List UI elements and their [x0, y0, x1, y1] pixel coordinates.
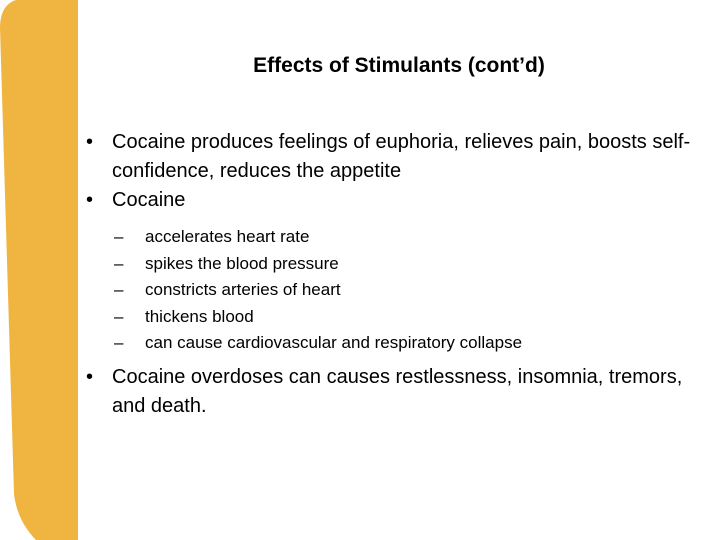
- bullet-text: Cocaine: [112, 189, 186, 211]
- bullet-list: [86, 128, 711, 421]
- sub-bullet-text: can cause cardiovascular and respiratory collapse: [145, 333, 523, 352]
- sub-bullet-text: thickens blood: [145, 306, 254, 326]
- slide-title: Effects of Stimulants (cont’d): [253, 54, 545, 77]
- dash-icon: –: [114, 227, 124, 246]
- bullet-text: Cocaine overdoses can causes restlessness, insomnia, tremors, and death.: [112, 365, 683, 417]
- bullet-icon: •: [86, 365, 94, 388]
- dash-icon: –: [114, 306, 124, 326]
- sub-bullet-text: spikes the blood pressure: [145, 253, 339, 273]
- bullet-icon: •: [86, 131, 94, 153]
- dash-icon: –: [114, 280, 124, 299]
- sub-bullet-text: accelerates heart rate: [145, 227, 310, 246]
- dash-icon: –: [114, 253, 124, 273]
- dash-icon: –: [114, 333, 124, 352]
- bullet-text: Cocaine produces feelings of euphoria, relieves pain, boosts self-confidence, reduces the appetite: [112, 131, 691, 182]
- sub-bullet-item: [114, 330, 711, 357]
- bullet-item: [86, 363, 711, 421]
- bullet-icon: •: [86, 189, 94, 211]
- sub-bullet-text: constricts arteries of heart: [145, 280, 341, 299]
- bullet-item: [86, 128, 711, 186]
- bullet-item: [86, 186, 711, 215]
- sub-bullet-item: [114, 304, 711, 331]
- sub-bullet-item: [114, 224, 711, 251]
- sub-bullet-list: [86, 224, 711, 357]
- sub-bullet-item: [114, 277, 711, 304]
- sub-bullet-item: [114, 251, 711, 278]
